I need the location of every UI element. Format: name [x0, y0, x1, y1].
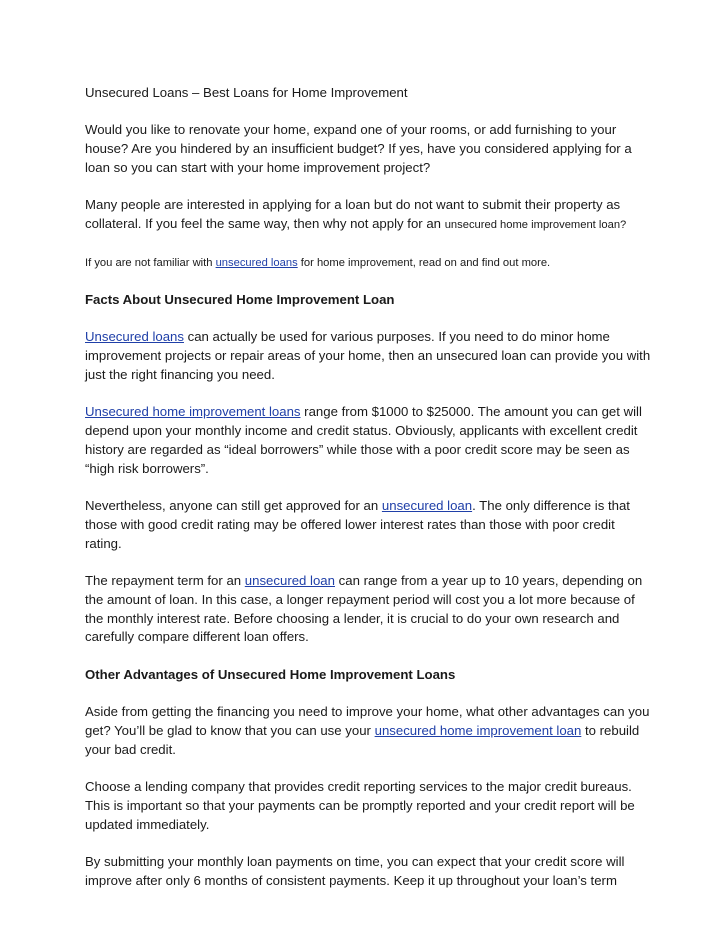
paragraph-range-text: range from $1000 to $25000. The amount you can get will depend upon your monthly income and credit status. Obviously, applicants with excellent credit history are regarded as “ideal borrowers” while those with a poor credit score may be seen as “high risk borrowers”.: [85, 404, 642, 476]
paragraph-advantages-text-b: to rebuild your bad credit.: [85, 723, 640, 757]
paragraph-advantages-text-a: Aside from getting the financing you need to improve your home, what other advantages can you get? You’ll be glad to know that you can use your: [85, 704, 650, 739]
paragraph-purposes-text: can actually be used for various purposes. If you need to do minor home improvement projects or repair areas of your home, then an unsecured loan can provide you with just the right financing you need.: [85, 329, 651, 382]
link-unsecured-loans-1[interactable]: unsecured loans: [215, 256, 298, 269]
link-unsecured-loan-2[interactable]: unsecured loan: [244, 573, 335, 589]
paragraph-purposes: [85, 328, 655, 384]
paragraph-approval: [85, 497, 655, 553]
paragraph-read-on-text-b: for home improvement, read on and find out more.: [297, 256, 551, 269]
paragraph-collateral-text: Many people are interested in applying for a loan but do not want to submit their property as collateral. If you feel the same way, then why not apply for an: [85, 197, 621, 232]
document-page: [85, 84, 655, 909]
paragraph-payments: By submitting your monthly loan payments on time, you can expect that your credit score will improve after only 6 months of consistent payments. Keep it up throughout your loan’s term: [85, 854, 625, 889]
paragraph-range: [85, 403, 655, 478]
paragraph-repayment-text-a: The repayment term for an: [85, 573, 245, 589]
paragraph-read-on-text-a: If you are not familiar with: [85, 256, 216, 269]
paragraph-lending-company: Choose a lending company that provides credit reporting services to the major credit bureaus. This is important so that your payments can be promptly reported and your credit report will be updated immediately.: [85, 779, 635, 832]
paragraph-read-on: [85, 254, 655, 273]
paragraph-collateral-small-text: unsecured home improvement loan?: [444, 219, 627, 232]
heading-other-advantages: Other Advantages of Unsecured Home Improvement Loans: [85, 666, 456, 682]
paragraph-advantages: [85, 703, 655, 759]
document-title: Unsecured Loans – Best Loans for Home Improvement: [85, 85, 408, 100]
paragraph-repayment: [85, 572, 655, 647]
paragraph-approval-text-b: . The only difference is that those with good credit rating may be offered lower interest rates than those with poor credit rating.: [85, 498, 630, 551]
link-unsecured-loans-2[interactable]: Unsecured loans: [85, 329, 184, 345]
paragraph-approval-text-a: Nevertheless, anyone can still get approved for an: [85, 498, 382, 514]
paragraph-collateral: [85, 196, 655, 235]
link-unsecured-home-improvement-loan[interactable]: unsecured home improvement loan: [374, 723, 582, 739]
paragraph-repayment-text-b: can range from a year up to 10 years, depending on the amount of loan. In this case, a longer repayment period will cost you a lot more because of the monthly interest rate. Before choosing a lender, it is crucial to do your own research and carefully compare different loan offers.: [85, 573, 643, 645]
link-unsecured-loan-1[interactable]: unsecured loan: [381, 498, 473, 514]
heading-facts: Facts About Unsecured Home Improvement Loan: [85, 291, 395, 307]
paragraph-intro: Would you like to renovate your home, expand one of your rooms, or add furnishing to your house? Are you hindered by an insufficient budget? If yes, have you considered applying for a loan so you can start with your home improvement project?: [85, 122, 632, 175]
link-unsecured-home-improvement-loans[interactable]: Unsecured home improvement loans: [85, 404, 301, 420]
